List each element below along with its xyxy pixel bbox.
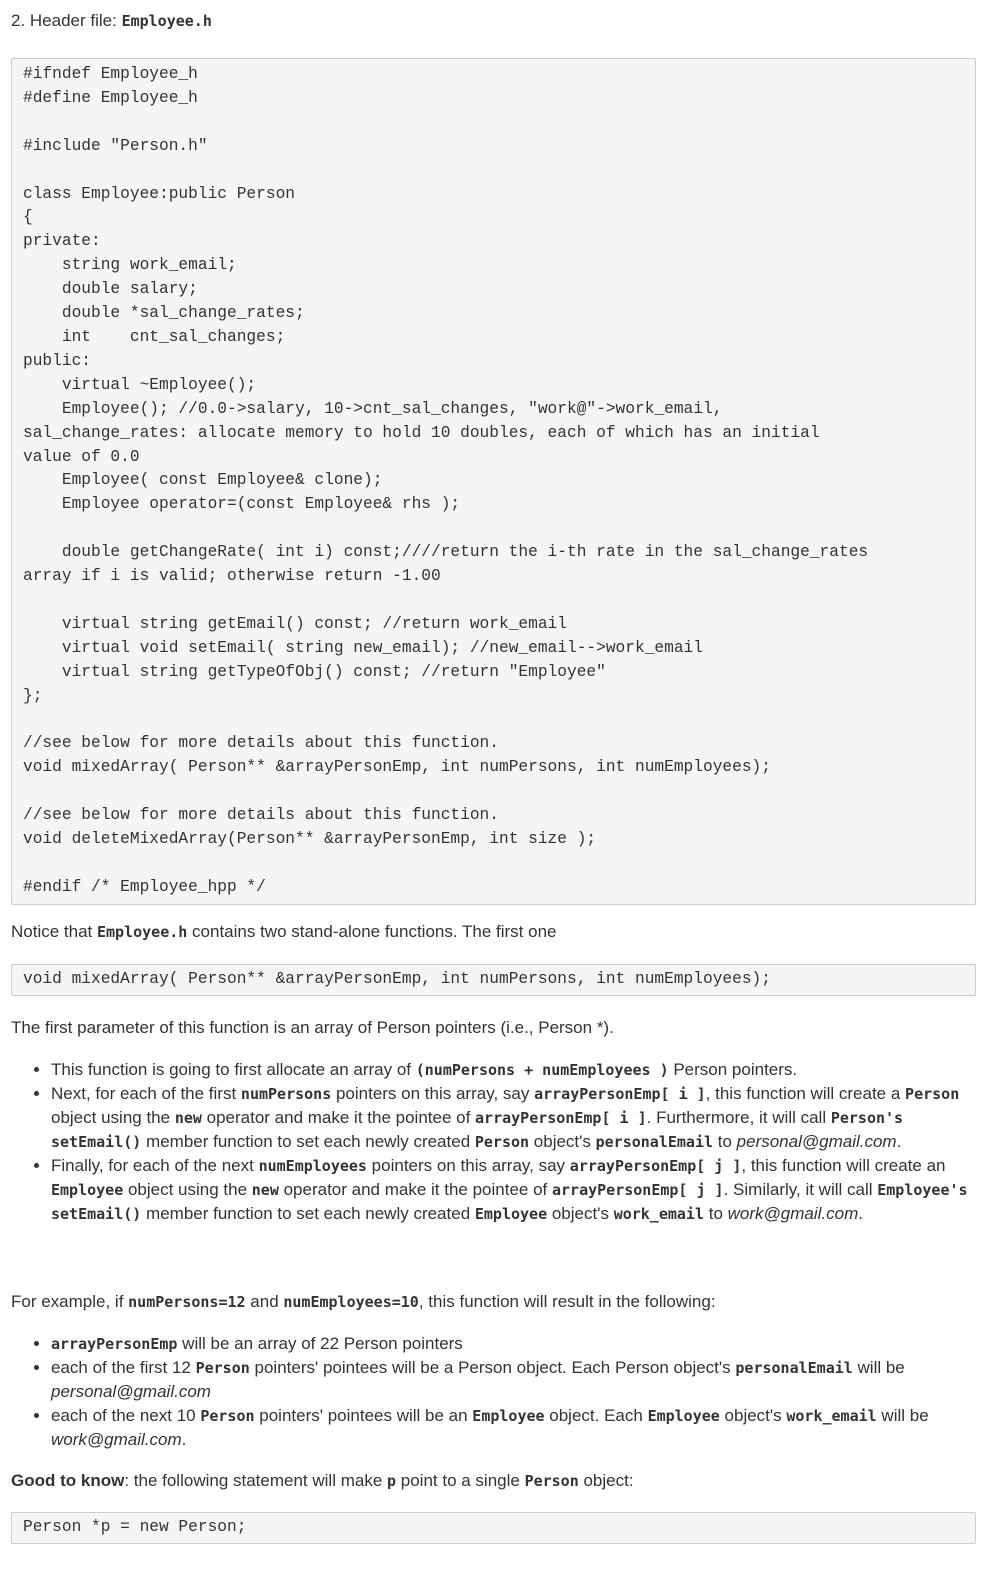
- text: pointers on this array, say: [331, 1084, 535, 1103]
- text: pointers' pointees will be an: [254, 1406, 473, 1425]
- employee-header-code-block: #ifndef Employee_h #define Employee_h #include "Person.h" class Employee:public Person { private: string work_email; double salary; double *sal_change_rates; int cnt_sal_changes; public: virtual ~Employee(); Employee(); //0.0->salary, 10->cnt_sal_changes, "work@"->work_email, sal_change_rates: allocate memory to hold 10 doubles, each of which has an initial value of 0.0 Employee( const Employee& clone); Employee operator=(const Employee& rhs ); double getChangeRate( int i) const;////return the i-th rate in the sal_change_rates array if i is valid; otherwise return -1.00 virtual string getEmail() const; //return work_email virtual void setEmail( string new_email); //new_email-->work_email virtual string getTypeOfObj() const; //return "Employee" }; //see below for more details about this function. void mixedArray( Person** &arrayPersonEmp, int numPersons, int numEmployees); //see below for more details about this function. void deleteMixedArray(Person** &arrayPersonEmp, int size ); #endif /* Employee_hpp */: [11, 58, 976, 905]
- text: will be: [876, 1406, 929, 1425]
- inline-code: Employee: [474, 1205, 548, 1223]
- text: , this function will create a: [705, 1084, 906, 1103]
- text: pointers on this array, say: [366, 1156, 570, 1175]
- inline-code: arrayPersonEmp[ i ]: [475, 1109, 647, 1127]
- inline-code: work_email: [786, 1407, 877, 1425]
- text: member function to set each newly created: [141, 1132, 475, 1151]
- inline-code: arrayPersonEmp[ i ]: [534, 1085, 706, 1103]
- inline-code: Person: [200, 1407, 255, 1425]
- email-text: work@gmail.com: [51, 1430, 182, 1449]
- inline-code: personalEmail: [595, 1133, 714, 1151]
- text: object's: [529, 1132, 596, 1151]
- text: .: [858, 1204, 863, 1223]
- inline-code: numEmployees=10: [283, 1293, 419, 1311]
- inline-code: numEmployees: [258, 1157, 367, 1175]
- section-heading: [11, 10, 976, 46]
- text: object. Each: [544, 1406, 648, 1425]
- text: . Similarly, it will call: [723, 1180, 878, 1199]
- inline-code: Employee's setEmail(): [51, 1181, 968, 1223]
- inline-code: Person: [905, 1085, 960, 1103]
- list-item: [51, 1332, 976, 1356]
- inline-code: (numPersons + numEmployees ): [415, 1061, 669, 1079]
- text: operator and make it the pointee of: [278, 1180, 552, 1199]
- list-item: [51, 1404, 976, 1452]
- text: point to a single: [396, 1471, 525, 1490]
- list-item: [51, 1154, 976, 1226]
- text: object using the: [51, 1108, 175, 1127]
- inline-code: Person: [524, 1472, 579, 1490]
- inline-code: Employee: [647, 1407, 720, 1425]
- list-item: [51, 1356, 976, 1404]
- text: , this function will create an: [741, 1156, 946, 1175]
- inline-code: new: [251, 1181, 279, 1199]
- text: . Furthermore, it will call: [646, 1108, 831, 1127]
- text: pointers' pointees will be a Person object. Each Person object's: [249, 1358, 736, 1377]
- email-text: work@gmail.com: [727, 1204, 859, 1223]
- page-content: [11, 0, 976, 1536]
- text: , this function will result in the following:: [418, 1292, 716, 1311]
- good-to-know-paragraph: [11, 1469, 634, 1493]
- heading-prefix: 2. Header file:: [11, 11, 122, 30]
- inline-code: p: [387, 1472, 397, 1490]
- notice-text-a: Notice that: [11, 922, 97, 941]
- text: each of the next 10: [51, 1406, 201, 1425]
- inline-code: Employee: [472, 1407, 545, 1425]
- inline-code: numPersons=12: [128, 1293, 246, 1311]
- text: and: [245, 1292, 284, 1311]
- text: object's: [547, 1204, 614, 1223]
- text: Finally, for each of the next: [51, 1156, 259, 1175]
- notice-paragraph: [11, 920, 557, 944]
- list-item: [51, 1082, 976, 1154]
- good-to-know-label: Good to know: [11, 1471, 125, 1490]
- text: member function to set each newly created: [141, 1204, 475, 1223]
- text: Person pointers.: [668, 1060, 798, 1079]
- email-text: personal@gmail.com: [51, 1382, 211, 1401]
- text: to: [704, 1204, 728, 1223]
- inline-code: arrayPersonEmp: [51, 1335, 178, 1353]
- inline-code: work_email: [613, 1205, 704, 1223]
- text: .: [896, 1132, 902, 1151]
- inline-code: numPersons: [240, 1085, 332, 1103]
- function-behavior-list: [11, 1058, 976, 1226]
- inline-code: Person's setEmail(): [51, 1109, 904, 1151]
- heading-filename: Employee.h: [121, 12, 212, 30]
- text: This function is going to first allocate an array of: [51, 1060, 416, 1079]
- text: each of the first 12: [51, 1358, 196, 1377]
- inline-code: arrayPersonEmp[ j ]: [552, 1181, 724, 1199]
- email-text: personal@gmail.com: [736, 1132, 897, 1151]
- inline-code: Employee: [51, 1181, 124, 1199]
- text: For example, if: [11, 1292, 129, 1311]
- new-person-code: Person *p = new Person;: [11, 1512, 976, 1544]
- text: Next, for each of the first: [51, 1084, 241, 1103]
- text: object using the: [123, 1180, 252, 1199]
- example-result-list: [11, 1332, 976, 1452]
- text: object:: [578, 1471, 634, 1490]
- inline-code: personalEmail: [735, 1359, 853, 1377]
- inline-code: Person: [474, 1133, 530, 1151]
- list-item: [51, 1058, 976, 1082]
- mixed-array-signature-code: void mixedArray( Person** &arrayPersonEmp, int numPersons, int numEmployees);: [11, 964, 976, 996]
- text: .: [181, 1430, 187, 1449]
- notice-code: Employee.h: [97, 923, 188, 941]
- text: will be: [852, 1358, 905, 1377]
- text: operator and make it the pointee of: [201, 1108, 476, 1127]
- notice-text-b: contains two stand-alone functions. The first one: [187, 922, 557, 941]
- example-paragraph: [11, 1290, 716, 1314]
- inline-code: new: [174, 1109, 202, 1127]
- inline-code: Person: [195, 1359, 250, 1377]
- text: will be an array of 22 Person pointers: [177, 1334, 463, 1353]
- inline-code: arrayPersonEmp[ j ]: [569, 1157, 742, 1175]
- text: to: [713, 1132, 737, 1151]
- text: object's: [719, 1406, 787, 1425]
- first-param-paragraph: The first parameter of this function is an array of Person pointers (i.e., Person *).: [11, 1018, 614, 1037]
- text: : the following statement will make: [124, 1471, 387, 1490]
